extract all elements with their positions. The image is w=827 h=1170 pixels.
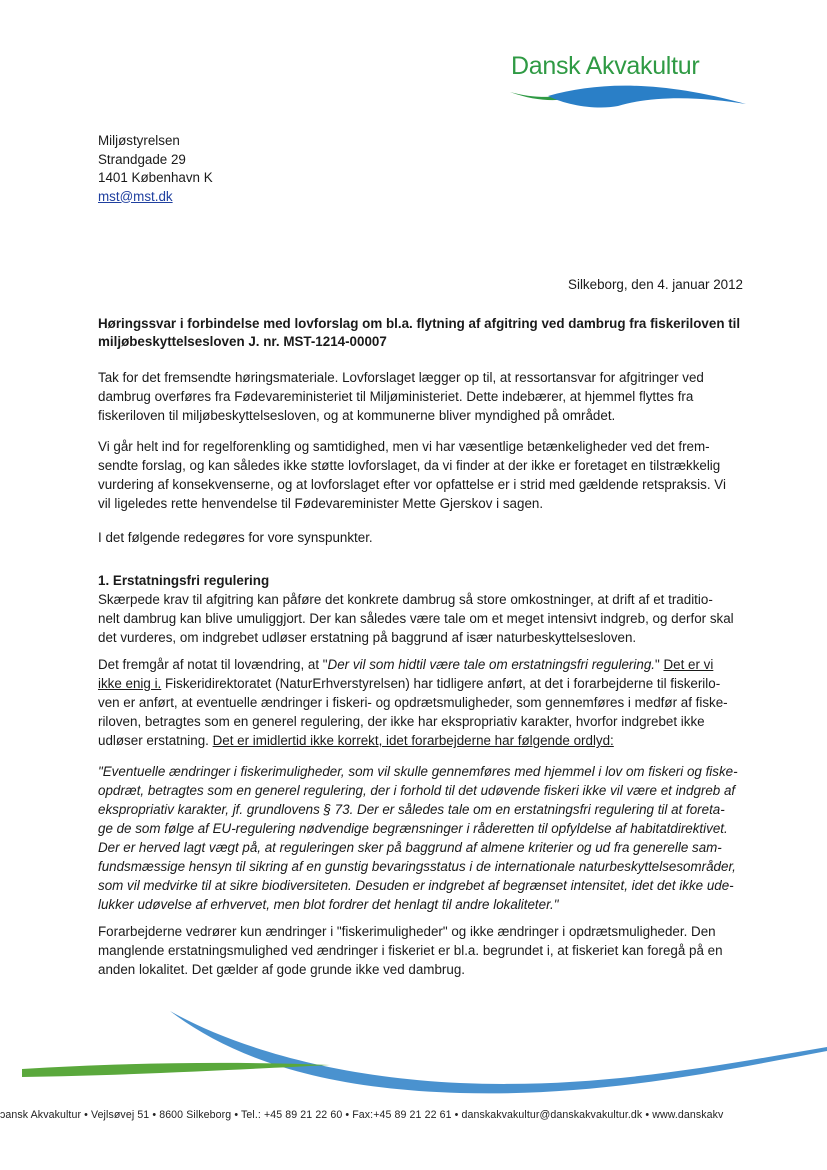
text-line: fiskeriloven til miljøbeskyttelsesloven, og at kommunerne bliver myndighed på området. [98,408,616,423]
text-line: vurdering af konsekvenserne, og at lovforslaget efter vor opfattelse er i strid med gældende retspraksis. Vi [98,477,726,492]
text-line: riloven, betragtes som en generel regulering, der ikke har ekspropriativ karakter, hvorfor indgrebet ikke [98,714,705,729]
text-line: Forarbejderne vedrører kun ændringer i "fiskerimuligheder" og ikke ændringer i opdrætsmuligheder. Den [98,924,716,939]
italic-quote: Der vil som hidtil være tale om erstatningsfri regulering. [327,657,655,672]
section-erstatningsfri [98,571,752,647]
text-line: sendte forslag, og kan således ikke støtte lovforslaget, da vi finder at der ikke er foretaget en tilstrækkelig [98,458,721,473]
quote-line: Der er herved lagt vægt på, at reguleringen sker på baggrund af almene kriterier og ud fra generelle sam- [98,840,722,855]
text-line: I det følgende redegøres for vore synspunkter. [98,530,373,545]
text-span: Det fremgår af notat til lovændring, at " [98,657,328,672]
recipient-street: Strandgade 29 [98,151,186,167]
quote-line: "Eventuelle ændringer i fiskerimuligheder, som vil skulle gennemføres med hjemmel i lov om fiskeri og fiske- [98,764,738,779]
subject-line: Høringssvar i forbindelse med lovforslag om bl.a. flytning af afgitring ved dambrug fra fiskeriloven til [98,316,741,331]
underlined-text: Det er imidlertid ikke korrekt, idet forarbejderne har følgende ordlyd: [212,733,614,748]
underlined-text: ikke enig i. [98,676,162,691]
recipient-email-link[interactable]: mst@mst.dk [98,188,173,204]
text-line: ven er anført, at eventuelle ændringer i fiskeri- og opdrætsmuligheder, som gennemføres i medfør af fiske- [98,695,728,710]
paragraph-notat [98,655,752,750]
paragraph-forarbejder [98,922,752,979]
footer-wave-icon [0,1005,827,1100]
quote-line: ekspropriativ karakter, jf. grundlovens § 73. Der er således tale om en erstatningsfri regulering til at foreta- [98,802,725,817]
text-line: anden lokalitet. Det gælder af gode grunde ikke ved dambrug. [98,962,465,977]
text-line: dambrug overføres fra Fødevareministeriet til Miljøministeriet. Dette indebærer, at hjemmel flyttes fra [98,389,694,404]
footer-contact: ɔansk Akvakultur • Vejlsøvej 51 • 8600 Silkeborg • Tel.: +45 89 21 22 60 • Fax:+45 89 21 22 61 • danskakvakultur@danskakvakultur.dk • www.danskakv [0,1109,724,1121]
company-logo [508,50,753,112]
logo-text: Dansk Akvakultur [511,52,700,80]
text-line: Skærpede krav til afgitring kan påføre det konkrete dambrug så store omkostninger, at drift af et traditio- [98,592,713,607]
text-line: vil ligeledes rette henvendelse til Fødevareminister Mette Gjerskov i sagen. [98,496,544,511]
quote-line: opdræt, betragtes som en generel regulering, der i forhold til det udøvende fiskeri ikke vil være et indgreb af [98,783,736,798]
paragraph-intro [98,368,752,425]
paragraph-position [98,437,752,513]
letter-date: Silkeborg, den 4. januar 2012 [568,277,743,292]
text-line [98,731,752,750]
text-line [98,655,752,674]
text-line: det vurderes, om indgrebet udløser erstatning på baggrund af især naturbeskyttelsesloven. [98,630,637,645]
quote-line: som vil medvirke til at sikre biodiversiteten. Desuden er indgrebet af begrænset intensitet, idet det ikke ude- [98,878,734,893]
letter-subject [98,315,748,351]
logo-wave-icon [508,80,748,112]
quote-line: ge de som følge af EU-regulering nødvendige begrænsninger i råderetten til opfyldelse af habitatdirektivet. [98,821,728,836]
text-line [98,674,752,693]
text-span: " [654,657,664,672]
text-line: Tak for det fremsendte høringsmateriale. Lovforslaget lægger op til, at ressortansvar for afgitringer ved [98,370,704,385]
text-line: nelt dambrug kan blive umuliggjort. Der kan således være tale om et meget intensivt indgreb, og derfor skal [98,611,734,626]
text-line: manglende erstatningsmulighed ved ændringer i fiskeriet er bl.a. begrundet i, at fiskeriet kan foregå på en [98,943,723,958]
recipient-address [98,132,213,206]
paragraph-outline [98,528,752,547]
text-span: Fiskeridirektoratet (NaturErhverstyrelsen) har tidligere anført, at det i forarbejderne til fiskerilo- [161,676,721,691]
text-span: udløser erstatning. [98,733,213,748]
recipient-name: Miljøstyrelsen [98,133,180,148]
section-heading: 1. Erstatningsfri regulering [98,573,270,588]
underlined-text: Det er vi [663,657,714,672]
quote-line: fundsmæssige hensyn til sikring af en gunstig bevaringsstatus i de internationale naturbeskyttelsesområder, [98,859,736,874]
recipient-city: 1401 København K [98,170,213,185]
subject-line: miljøbeskyttelsesloven J. nr. MST-1214-00007 [98,334,387,349]
text-line: Vi går helt ind for regelforenkling og samtidighed, men vi har væsentlige betænkeligheder ved det frem- [98,439,710,454]
quote-block [98,762,752,914]
quote-line: lukker udøvelse af erhvervet, men blot fordrer det henlagt til andre lokaliteter." [98,897,559,912]
